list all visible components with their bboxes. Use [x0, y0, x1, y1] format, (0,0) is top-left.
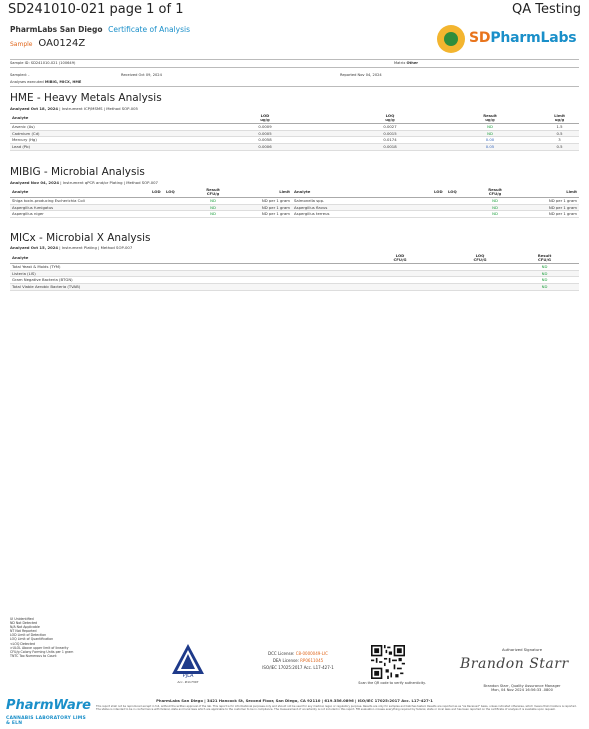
- lab-name-line: [10, 25, 190, 34]
- col-analyte: Analyte: [10, 113, 190, 123]
- divider: [10, 59, 579, 60]
- micx-table: [10, 253, 579, 291]
- svg-text:PJLA: PJLA: [182, 673, 194, 678]
- report-title: SD241010-021 page 1 of 1: [8, 2, 184, 17]
- col-analyte: Analyte: [10, 187, 150, 197]
- mibig-subtitle: Analyzed Nov 04, 2024 | Instrument qPCR and/or Plating | Method SOP-007: [10, 180, 158, 185]
- col-result: Result ug/g: [440, 113, 540, 123]
- table-row: Lead (Pb) 0.0006 0.0018 0.05 0.5: [10, 143, 579, 150]
- table-row: Total Viable Aerobic Bacteria (TVAB) ND: [10, 283, 579, 290]
- hme-table: [10, 113, 579, 151]
- col-lod: LOD CFU/G: [350, 253, 450, 263]
- sdpharmlabs-logo: [435, 22, 577, 56]
- col-loq: LOQ ug/g: [340, 113, 440, 123]
- micx-subtitle: Analyzed Oct 15, 2024 | Instrument Plating | Method SOP-007: [10, 245, 133, 250]
- mibig-table: [10, 187, 579, 218]
- logo-text: SDPharmLabs: [469, 30, 577, 46]
- logo-emblem-icon: [437, 25, 465, 53]
- table-row: Aspergillus fumigatus ND ND per 1 gram Aspergillus flavus ND ND per 1 gram: [12, 204, 577, 210]
- reported-line: Reported Nov 04, 2024: [340, 73, 382, 77]
- abbreviation-legend: UI Unidentified ND Not Detected N/A Not Applicable NT Not Reported LOD Limit of Detection LOQ Limit of Quantification <LOQ Detected >ULOL Above upper limit of linearity CFU/g Colony Forming Units per 1 gram TNTC Too Numerous to Count: [10, 617, 74, 658]
- analyses-line: Analyses executed MIBIG, MICX, HME: [10, 80, 82, 84]
- table-row: Total Yeast & Molds (TYM) ND: [10, 263, 579, 270]
- hme-subtitle: Analyzed Oct 18, 2024 | Instrument ICP/MSMS | Method SOP-005: [10, 106, 138, 111]
- table-row: Gram Negative Bacteria (BTGN) ND: [10, 277, 579, 284]
- col-lod: LOD: [150, 187, 164, 197]
- lab-address: PharmLabs San Diego | 3421 Hancock St, Second Floor, San Diego, CA 92110 | 619.356.0896 | ISO/IEC 17025:2017 Acc. L17-427-1: [156, 698, 433, 703]
- license-block: DCC License: C8-0000049-LIC DEA License: RP0611045 ISO/IEC 17025:2017 Acc. L17-427-1: [262, 651, 334, 670]
- lab-name: PharmLabs San Diego: [10, 25, 103, 34]
- col-result: Result CFU/G: [510, 253, 579, 263]
- col-result-2: Result CFU/g: [466, 187, 524, 197]
- col-loq-2: LOQ: [446, 187, 466, 197]
- col-loq: LOQ CFU/G: [450, 253, 510, 263]
- signature-label: Authorized Signature: [501, 647, 543, 652]
- report-type: QA Testing: [512, 2, 581, 17]
- col-limit: Limit: [242, 187, 292, 197]
- handwritten-signature: Brandon Starr: [460, 656, 569, 672]
- sample-line: [10, 38, 85, 49]
- qr-caption: Scan the QR code to verify authenticity.: [358, 681, 426, 685]
- table-row: Listeria (LIS) ND: [10, 270, 579, 277]
- sample-label: Sample: [10, 41, 33, 48]
- received-line: Received Oct 09, 2024: [121, 73, 162, 77]
- sample-id: OA0124Z: [38, 38, 86, 49]
- hme-title: HME - Heavy Metals Analysis: [10, 92, 162, 104]
- qr-code-icon[interactable]: [371, 645, 405, 679]
- mibig-title: MIBIG - Microbial Analysis: [10, 166, 145, 178]
- col-result: Result CFU/g: [184, 187, 242, 197]
- sample-id-line: Sample ID: SD241010-021 (100649): [10, 61, 76, 65]
- table-row: Mercury (Hg) 0.0058 0.0174 0.00 3: [10, 137, 579, 144]
- pjla-accreditation-icon: [170, 642, 206, 678]
- col-limit-2: Limit: [524, 187, 579, 197]
- divider: [10, 86, 579, 87]
- signatory: Brandon Starr, Quality Assurance Manager Mon, 04 Nov 2024 16:56:33 -0800: [483, 684, 561, 693]
- col-lod: LOD ug/g: [190, 113, 340, 123]
- disclaimer: This report shall not be reproduced except in full, without the written approval of the lab. This report is for informational purposes only and should not be used for any medical, legal, or regulatory purpose. Results are only for samples and batches tested. Results are reported as as "As Received" basis, unless indicated otherwise, which means that moisture is reported. The status is intended to be in conformance with federal, state and local laws which are applicable to the customer to be in compliance. The measurement of uncertainty is not included in this report. FIB evaluation crosses everything required by federal, state or local laws and has been reported on the certificate of analysis it is available upon request.: [96, 705, 577, 712]
- pjla-caption: Acc. #117307: [177, 680, 199, 684]
- col-limit: Limit ug/g: [540, 113, 579, 123]
- micx-title: MICx - Microbial X Analysis: [10, 232, 151, 244]
- col-loq: LOQ: [164, 187, 184, 197]
- col-analyte-2: Analyte: [292, 187, 432, 197]
- table-row: Aspergillus niger ND ND per 1 gram Aspergillus terreus ND ND per 1 gram: [12, 211, 577, 217]
- divider: [10, 67, 579, 68]
- table-row: Shiga toxin-producing Escherichia Coli ND ND per 1 gram Salmonella spp. ND ND per 1 gram: [12, 197, 577, 203]
- pharmware-logo: PharmWare CANNABIS LABORATORY LIMS & ELN: [6, 698, 91, 726]
- table-row: Cadmium (Cd) 0.0005 0.0015 ND 0.5: [10, 130, 579, 137]
- table-row: Arsenic (As) 0.0009 0.0027 ND 1.5: [10, 123, 579, 130]
- certificate-label: Certificate of Analysis: [108, 25, 190, 34]
- sampled-line: Sampled: -: [10, 73, 30, 77]
- matrix-line: Matrix Other: [394, 61, 419, 65]
- col-analyte: Analyte: [10, 253, 350, 263]
- col-lod-2: LOD: [432, 187, 446, 197]
